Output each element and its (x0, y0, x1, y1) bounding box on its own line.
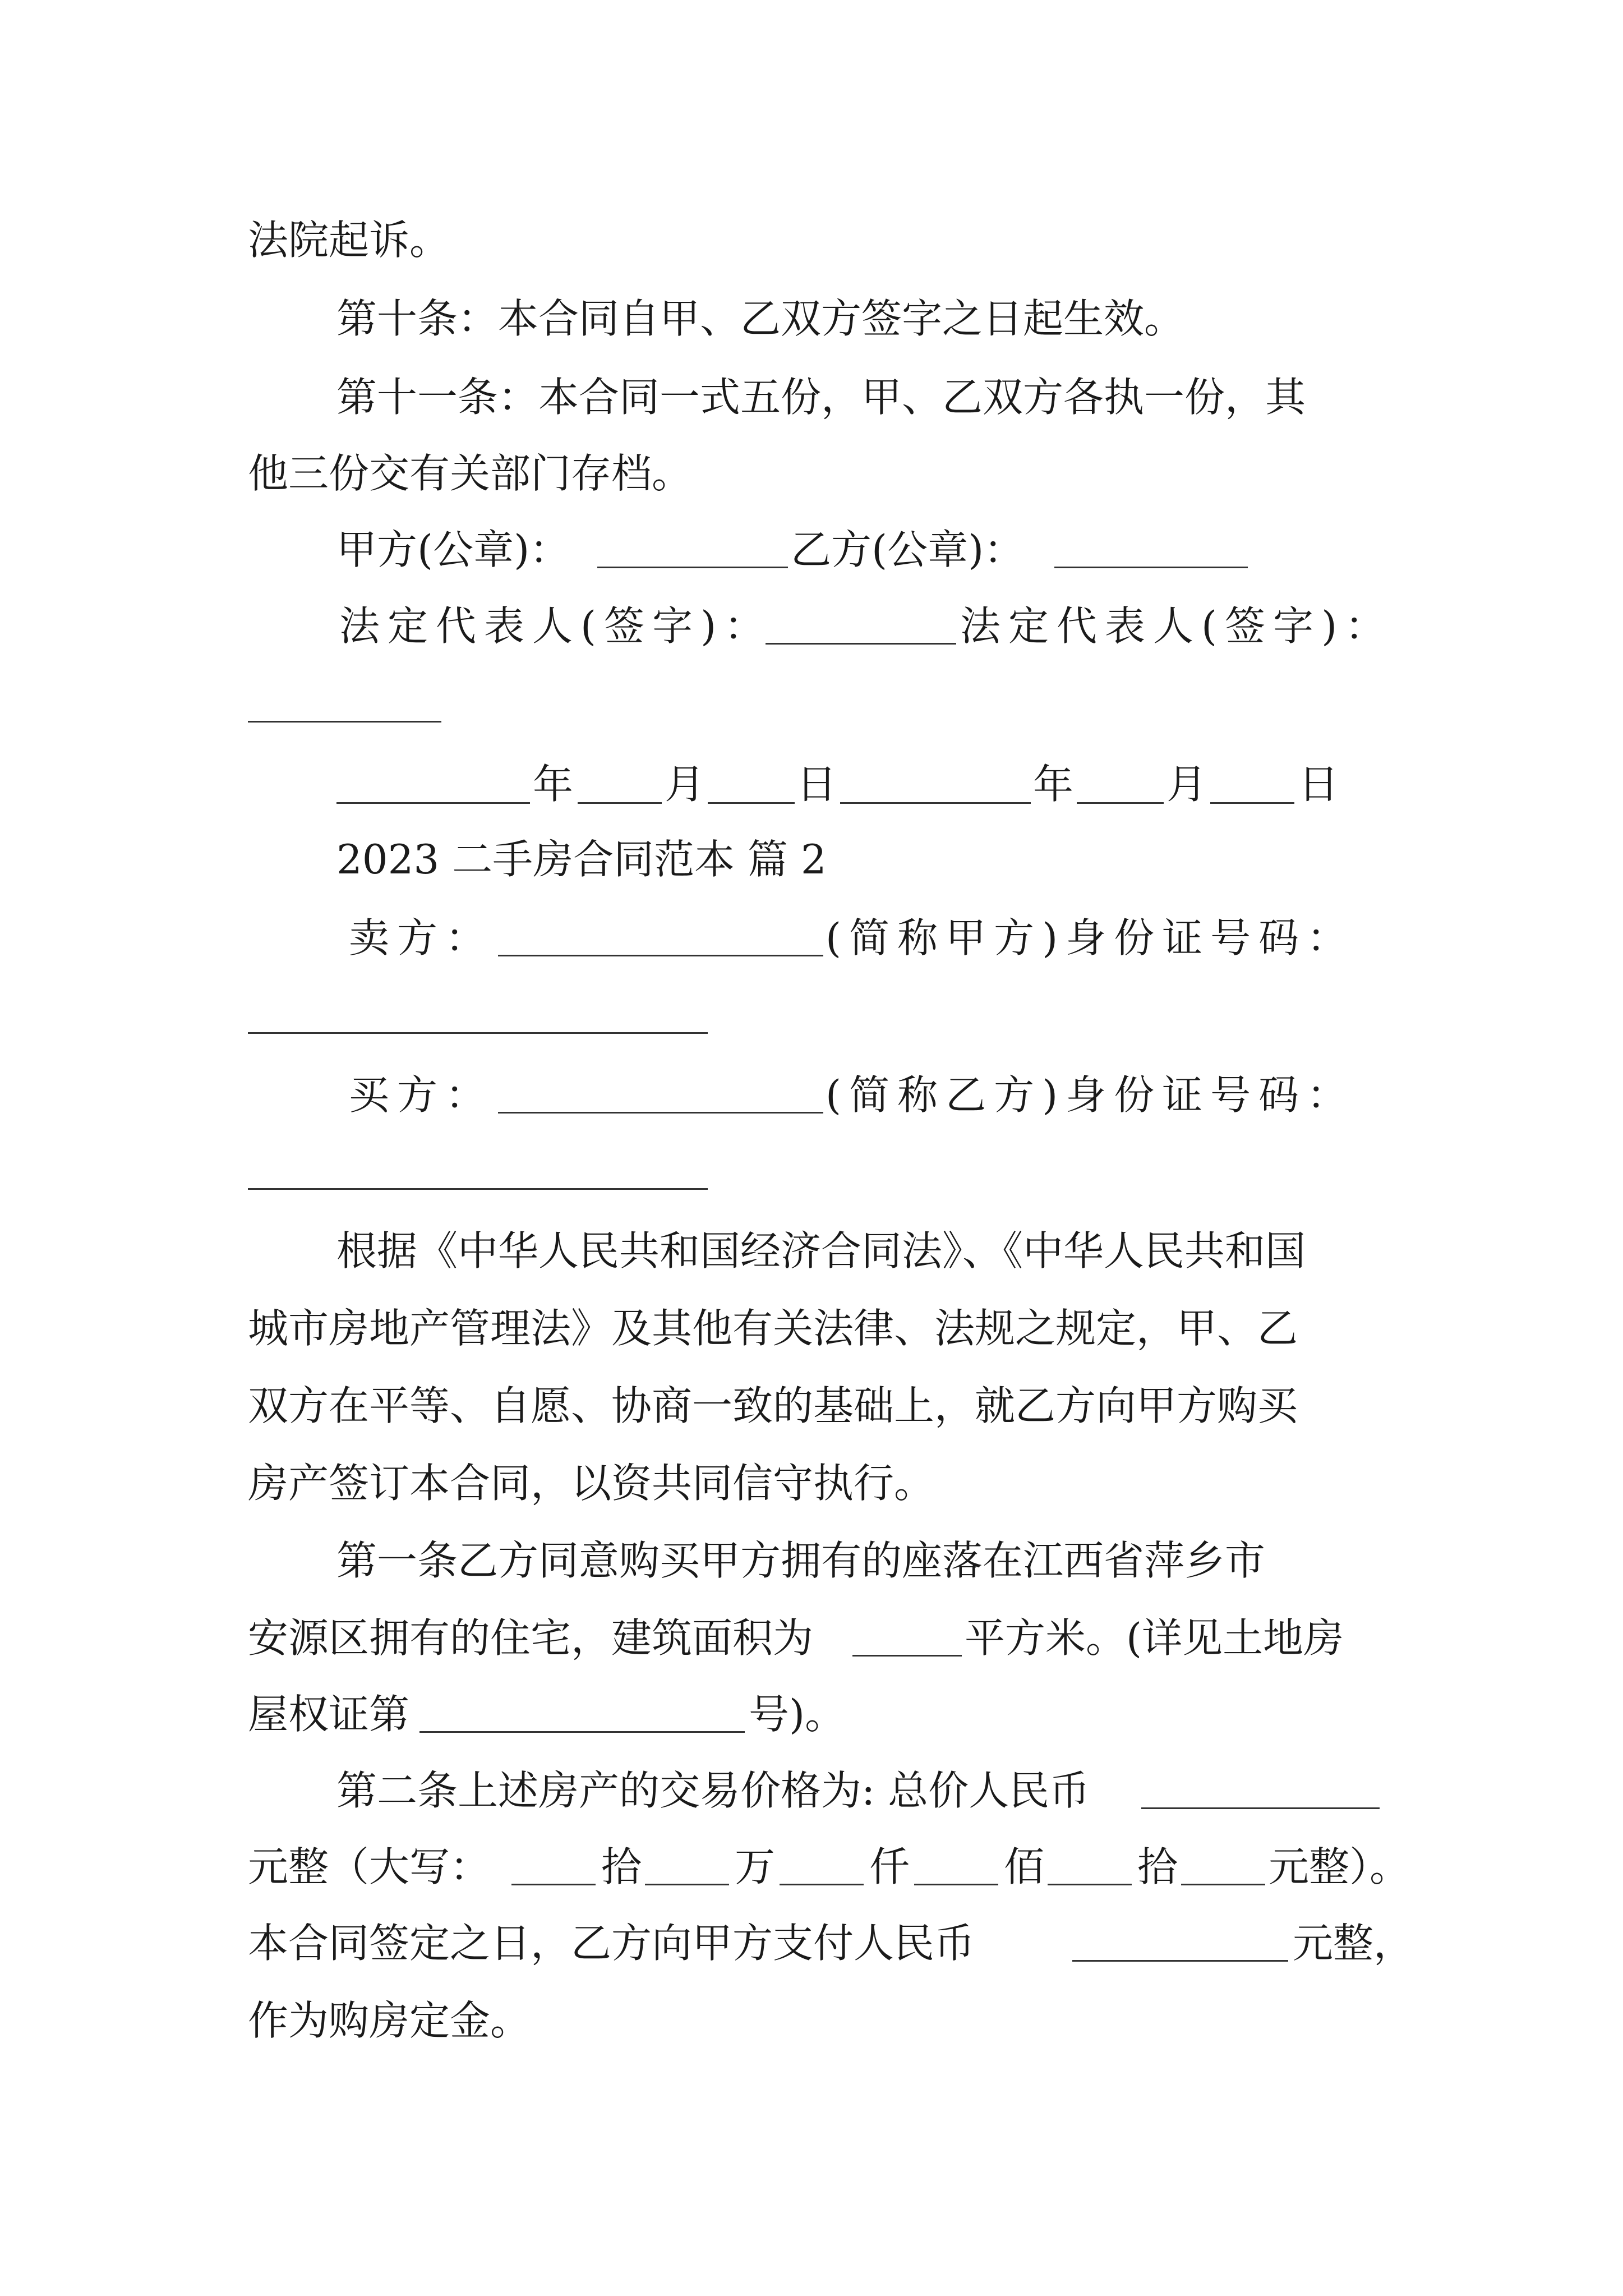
buyer-note: (简称乙方)身份证号码： (826, 1071, 1355, 1119)
year-label: 年 (1033, 761, 1074, 808)
text-line: 平方米。(详见土地房 (965, 1614, 1344, 1662)
buyer-name-blank[interactable] (498, 1112, 823, 1114)
seller-note: (简称甲方)身份证号码： (826, 914, 1355, 961)
seller-id-blank[interactable] (248, 1032, 708, 1034)
text-line: 安源区拥有的住宅，建筑面积为 (248, 1614, 814, 1662)
buyer-label: 买方： (349, 1071, 494, 1119)
date-b-blank[interactable] (840, 802, 1031, 804)
text-line: 根据《中华人民共和国经济合同法》、《中华人民共和国 (336, 1227, 1306, 1274)
party-a-seal-label: 甲方(公章)： (336, 526, 570, 573)
party-a-rep-blank[interactable] (766, 643, 956, 645)
certificate-number-blank[interactable] (419, 1731, 745, 1733)
text-line: 万 (735, 1843, 776, 1890)
party-b-rep-label: 法定代表人(签字)： (960, 602, 1394, 650)
text-line: 屋权证第 (248, 1691, 410, 1738)
amount-digit-blank[interactable] (1181, 1884, 1265, 1885)
day-label: 日 (1298, 761, 1339, 808)
text-line: 拾 (601, 1843, 642, 1890)
month-a-blank[interactable] (578, 802, 662, 804)
party-b-rep-blank[interactable] (248, 721, 441, 723)
area-blank[interactable] (852, 1655, 962, 1657)
buyer-id-blank[interactable] (248, 1188, 708, 1190)
article-eleven: 第十一条：本合同一式五份，甲、乙双方各执一份，其 (336, 374, 1306, 421)
year-label: 年 (533, 761, 574, 808)
text-line: 元整， (1293, 1920, 1414, 1967)
text-line: 拾 (1137, 1843, 1178, 1890)
deposit-blank[interactable] (1072, 1960, 1288, 1962)
text-line: 元整（大写： (248, 1843, 491, 1890)
day-b-blank[interactable] (1210, 802, 1294, 804)
party-a-seal-blank[interactable] (597, 567, 788, 568)
month-label: 月 (665, 761, 706, 808)
date-a-blank[interactable] (336, 802, 530, 804)
text-line: 法院起诉。 (248, 217, 450, 264)
amount-digit-blank[interactable] (780, 1884, 864, 1885)
text-line: 他三份交有关部门存档。 (248, 450, 693, 497)
party-b-seal-blank[interactable] (1054, 567, 1248, 568)
text-line: 仟 (869, 1843, 910, 1890)
month-b-blank[interactable] (1077, 802, 1164, 804)
amount-digit-blank[interactable] (1048, 1884, 1132, 1885)
article-one: 第一条乙方同意购买甲方拥有的座落在江西省萍乡市 (336, 1537, 1266, 1584)
amount-digit-blank[interactable] (511, 1884, 596, 1885)
amount-digit-blank[interactable] (914, 1884, 998, 1885)
text-line: 元整）。 (1269, 1843, 1410, 1890)
text-line: 房产签订本合同，以资共同信守执行。 (248, 1460, 935, 1507)
day-a-blank[interactable] (708, 802, 795, 804)
seller-name-blank[interactable] (498, 955, 823, 956)
party-a-rep-label: 法定代表人(签字)： (339, 602, 773, 650)
text-line: 双方在平等、自愿、协商一致的基础上，就乙方向甲方购买 (248, 1382, 1298, 1429)
text-line: 城市房地产管理法》及其他有关法律、法规之规定，甲、乙 (248, 1305, 1298, 1352)
amount-digit-blank[interactable] (645, 1884, 729, 1885)
text-line: 本合同签定之日，乙方向甲方支付人民币 (248, 1920, 975, 1967)
seller-label: 卖方： (349, 914, 494, 961)
total-price-blank[interactable] (1141, 1807, 1380, 1809)
text-line: 佰 (1004, 1843, 1045, 1890)
party-b-seal-label: 乙方(公章)： (791, 526, 1025, 573)
article-two: 第二条上述房产的交易价格为: 总价人民币 (336, 1767, 1090, 1814)
text-line: 号)。 (749, 1691, 846, 1738)
article-ten: 第十条：本合同自甲、乙双方签字之日起生效。 (336, 295, 1185, 342)
day-label: 日 (796, 761, 837, 808)
month-label: 月 (1166, 761, 1207, 808)
section-heading: 2023 二手房合同范本 篇 2 (336, 836, 827, 883)
text-line: 作为购房定金。 (248, 1997, 531, 2044)
